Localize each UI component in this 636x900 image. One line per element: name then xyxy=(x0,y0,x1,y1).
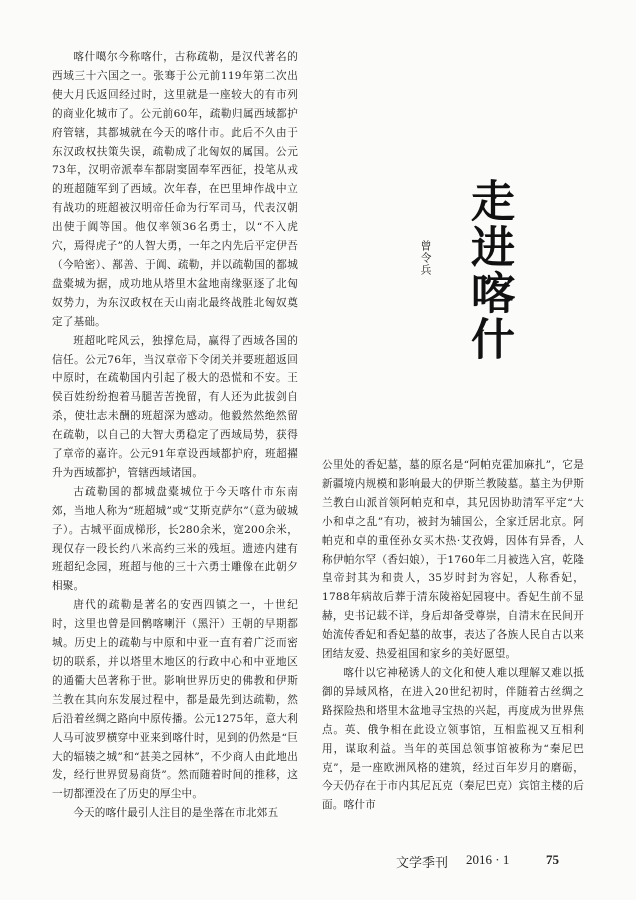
page-number: 75 xyxy=(546,852,559,867)
issue-number: 2016 · 1 xyxy=(466,852,510,867)
article-author: 曾令兵 xyxy=(419,240,432,276)
paragraph: 唐代的疏勒是著名的安西四镇之一，十世纪时，这里也曾是回鹘喀喇汗（黑汗）王朝的早期都城。历史上的疏勒与中原和中亚一直有着广泛而密切的联系，并以塔里木地区的行政中心和中亚地区的通衢大邑著称于世。影响世界历史的佛教和伊斯兰教在其向东发展过程中，都是最先到达疏勒，然后沿着丝绸之路向中原传播。公元1275年，意大利人马可波罗横穿中亚来到喀什时，见到的仍然是“巨大的辐辏之城”和“甚美之园林”，不少商人由此地出发，经行世界贸易商货”。然而随着时间的推移，这一切都湮没在了历史的厚尘中。 xyxy=(52,599,298,801)
right-text-column xyxy=(322,456,584,815)
article-title: 走进喀什 xyxy=(463,178,514,362)
paragraph: 喀什以它神秘诱人的文化和使人难以理解又难以抵御的异域风格，在进入20世纪初时，伴随着古丝绸之路探险热和塔里木盆地寻宝热的兴起，再度成为世界焦点。英、俄争相在此设立领事馆，互相监视又互相利用，谋取利益。当年的英国总领事馆被称为“秦尼巴克”，是一座欧洲风格的建筑，经过百年岁月的磨砺，今天仍存在于市内其尼瓦克（秦尼巴克）宾馆主楼的后面。喀什市 xyxy=(322,666,584,812)
left-text-column xyxy=(52,48,298,823)
paragraph: 班超叱咤风云，独撑危局，赢得了西域各国的信任。公元76年，当汉章帝下令闭关并要班超返回中原时，在疏勒国内引起了极大的恐慌和不安。王侯百姓纷纷抱着马腿苦苦挽留，有人还为此拔剑自杀，使壮志未酬的班超深为感动。他毅然然绝然留在疏勒，以自己的大智大勇稳定了西域局势，获得了章帝的嘉许。公元91年章设西域都护府，班超擢升为西域都护，管辖西域诸国。 xyxy=(52,334,298,479)
paragraph: 今天的喀什最引人注目的是坐落在市北郊五 xyxy=(73,807,279,820)
paragraph: 古疏勒国的都城盘橐城位于今天喀什市东南郊，当地人称为“班超城”或“艾斯克萨尔”（意为破城子）。古城平面成梯形，长280余米，宽200余米，现仅存一段长约八米高约三米的残垣。遗迹内建有班超纪念园，班超与他的三十六勇士雕像在此朝夕相聚。 xyxy=(52,485,298,593)
paragraph: 喀什噶尔今称喀什，古称疏勒，是汉代著名的西域三十六国之一。张骞于公元前119年第二次出使大月氏返回经过时，这里就是一座较大的有市列的商业化城市了。公元前60年，疏勒归属西域都护府管辖，其都城就在今天的喀什市。此后不久由于东汉政权扶策失误，疏勒成了北匈奴的属国。公元73年，汉明帝派奉车都尉窦固奉军西征，投笔从戎的班超随军到了西域。次年春，在巴里坤作战中立有战功的班超被汉明帝任命为行军司马，代表汉朝出使于阗等国。他仅率领36名勇士，以“不入虎穴，焉得虎子”的人智大勇，一年之内先后平定伊吾（今哈密）、鄯善、于阗、疏勒，并以疏勒国的都城盘橐城为据，成功地从塔里木盆地南缘驱逐了北匈奴势力，为东汉政权在天山南北最终战胜北匈奴奠定了基础。 xyxy=(52,51,298,328)
journal-name: 文学季刊 xyxy=(396,855,449,870)
paragraph: 公里处的香妃墓，墓的原名是“阿帕克霍加麻扎”，它是新疆境内规模和影响最大的伊斯兰教陵墓。墓主为伊斯兰教白山派首领阿帕克和卓，其兄因协助清军平定“大小和卓之乱”有功，被封为辅国公，全家迁居北京。阿帕克和卓的重侄孙女买木热·艾孜姆，因体有异香，人称伊帕尔罕（香妇娘），于1760年二月被选入宫，乾隆皇帝封其为和贵人，35岁时封为容妃，人称香妃，1788年病故后葬于清东陵裕妃园寝中。香妃生前不显赫，史书记载不详，身后却备受尊崇，自清末在民间开始流传香妃和香妃墓的故事，表达了各族人民自古以来团结友爱、热爱祖国和家乡的美好愿望。 xyxy=(322,459,584,661)
